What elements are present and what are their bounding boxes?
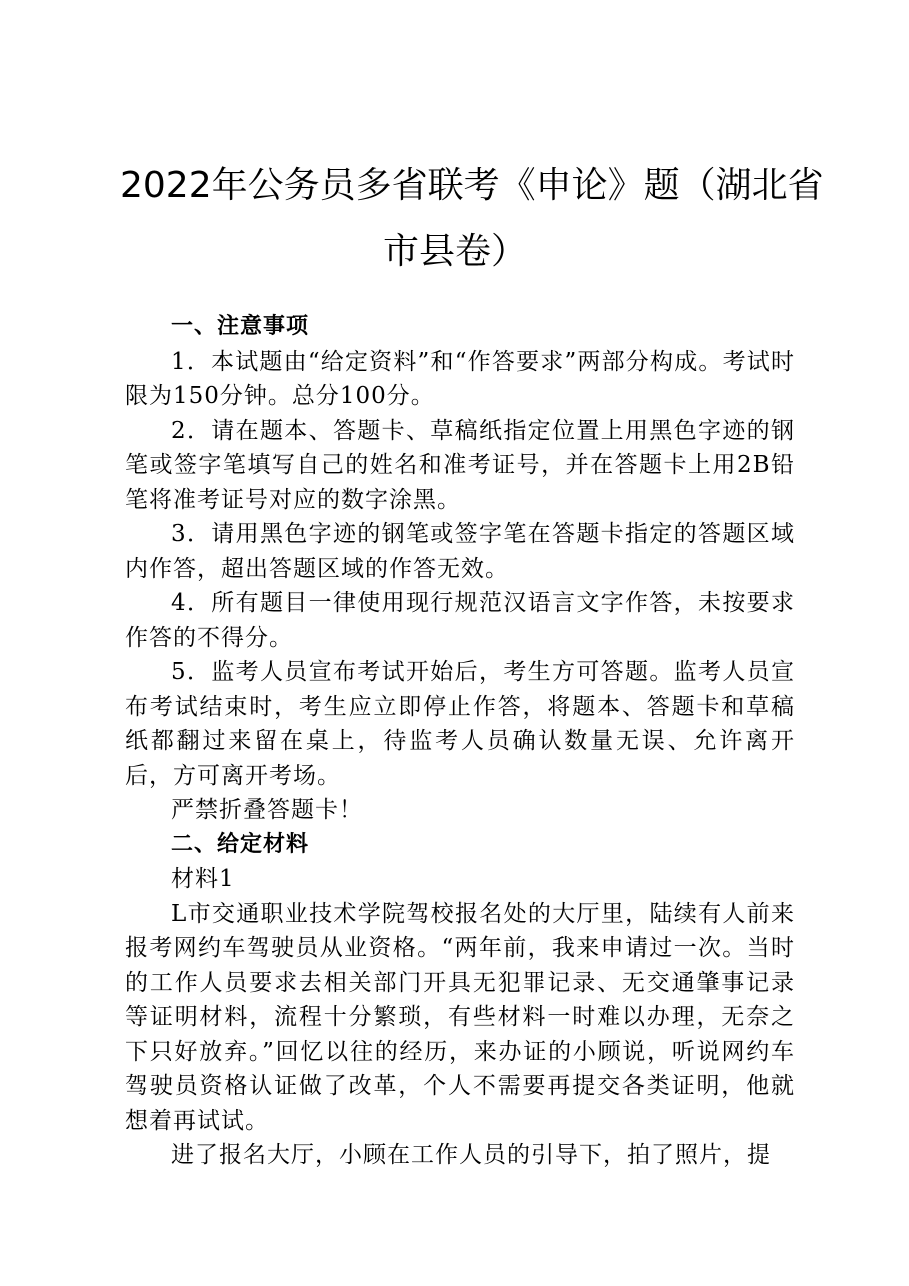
material-label: 材料1 bbox=[171, 866, 235, 892]
section-heading-notes: 一、注意事项 bbox=[171, 314, 310, 339]
warning-text: 严禁折叠答题卡！ bbox=[171, 797, 363, 823]
note-item-5: 5．监考人员宣布考试开始后，考生方可答题。监考人员宣布考试结束时，考生应立即停止作答，将题本、答题卡和草稿纸都翻过来留在桌上，待监考人员确认数量无误、允许离开后，方可离开考场。 bbox=[125, 659, 795, 789]
material-paragraph-2: 进了报名大厅，小顾在工作人员的引导下，拍了照片，提 bbox=[171, 1142, 771, 1168]
document-title-line-1: 2022年公务员多省联考《申论》题（湖北省 bbox=[120, 165, 824, 206]
note-item-2: 2．请在题本、答题卡、草稿纸指定位置上用黑色字迹的钢笔或签字笔填写自己的姓名和准考证号，并在答题卡上用2B铅笔将准考证号对应的数字涂黑。 bbox=[125, 417, 795, 513]
material-paragraph-1: L市交通职业技术学院驾校报名处的大厅里，陆续有人前来报考网约车驾驶员从业资格。“两年前，我来申请过一次。当时的工作人员要求去相关部门开具无犯罪记录、无交通肇事记录等证明材料，流程十分繁琐，有些材料一时难以办理，无奈之下只好放弃。”回忆以往的经历，来办证的小顾说，听说网约车驾驶员资格认证做了改革，个人不需要再提交各类证明，他就想着再试试。 bbox=[125, 900, 795, 1134]
note-item-4: 4．所有题目一律使用现行规范汉语言文字作答，未按要求作答的不得分。 bbox=[125, 590, 795, 651]
note-item-1: 1．本试题由“给定资料”和“作答要求”两部分构成。考试时限为150分钟。总分100分。 bbox=[125, 348, 795, 409]
note-item-3: 3．请用黑色字迹的钢笔或签字笔在答题卡指定的答题区域内作答，超出答题区域的作答无效。 bbox=[125, 521, 795, 582]
document-title-line-2: 市县卷） bbox=[382, 231, 527, 272]
document-body bbox=[125, 310, 795, 1173]
section-heading-materials: 二、给定材料 bbox=[171, 831, 310, 857]
